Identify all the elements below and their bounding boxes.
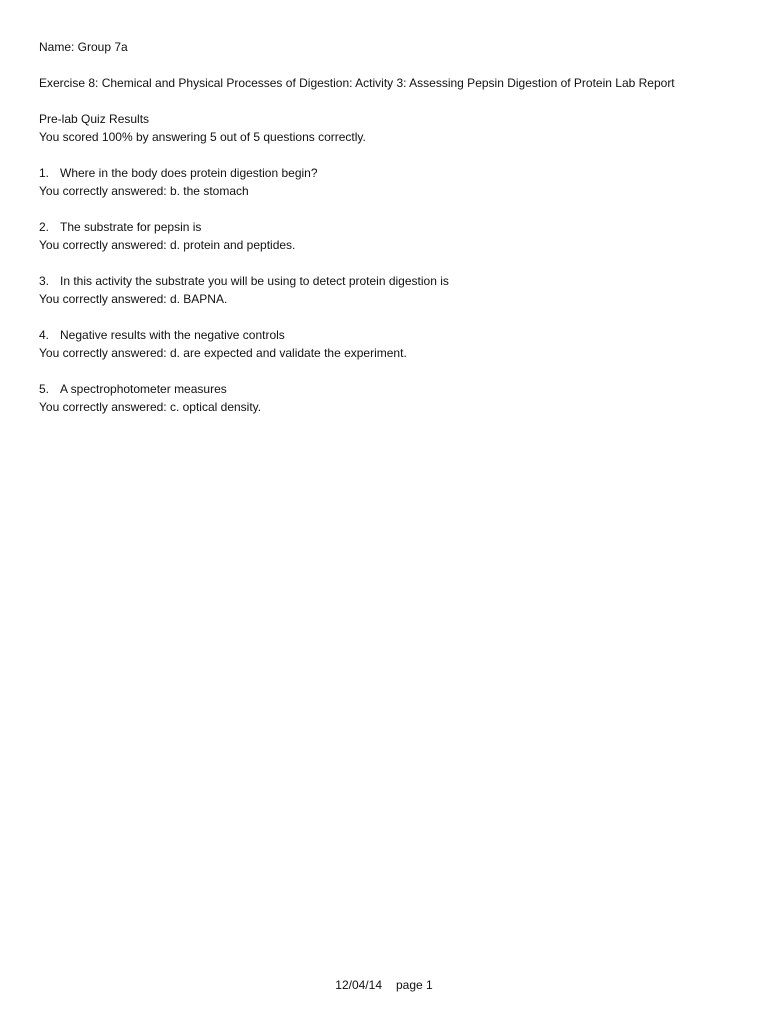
- question-answer: You correctly answered: b. the stomach: [39, 184, 249, 198]
- question-prompt: A spectrophotometer measures: [60, 382, 227, 396]
- question-answer: You correctly answered: d. BAPNA.: [39, 292, 228, 306]
- question-answer: You correctly answered: c. optical density.: [39, 400, 262, 414]
- page-footer: [0, 977, 768, 993]
- question-prompt: In this activity the substrate you will be using to detect protein digestion is: [60, 274, 449, 288]
- question-prompt: The substrate for pepsin is: [60, 220, 202, 234]
- question-text: [39, 326, 748, 344]
- page-number: page 1: [396, 978, 433, 992]
- question-number: 4.: [39, 328, 50, 342]
- question-item: [39, 272, 748, 308]
- question-number: 2.: [39, 220, 50, 234]
- question-item: [39, 326, 748, 362]
- question-text: [39, 380, 748, 398]
- question-item: [39, 164, 748, 200]
- question-number: 1.: [39, 166, 50, 180]
- question-prompt: Where in the body does protein digestion begin?: [60, 166, 318, 180]
- footer-date: 12/04/14: [335, 978, 382, 992]
- question-prompt: Negative results with the negative controls: [60, 328, 285, 342]
- question-answer: You correctly answered: d. protein and peptides.: [39, 238, 296, 252]
- quiz-heading: Pre-lab Quiz Results: [39, 112, 150, 126]
- question-item: [39, 218, 748, 254]
- report-page: [39, 38, 748, 416]
- student-name: Name: Group 7a: [39, 40, 128, 54]
- question-number: 5.: [39, 382, 50, 396]
- quiz-score: You scored 100% by answering 5 out of 5 questions correctly.: [39, 130, 366, 144]
- question-number: 3.: [39, 274, 50, 288]
- question-answer: You correctly answered: d. are expected and validate the experiment.: [39, 346, 407, 360]
- quiz-results-section: [39, 110, 748, 146]
- report-title: Exercise 8: Chemical and Physical Processes of Digestion: Activity 3: Assessing Pepsin Digestion of Protein Lab Report: [39, 76, 675, 90]
- question-text: [39, 164, 748, 182]
- question-text: [39, 272, 748, 290]
- question-item: [39, 380, 748, 416]
- question-text: [39, 218, 748, 236]
